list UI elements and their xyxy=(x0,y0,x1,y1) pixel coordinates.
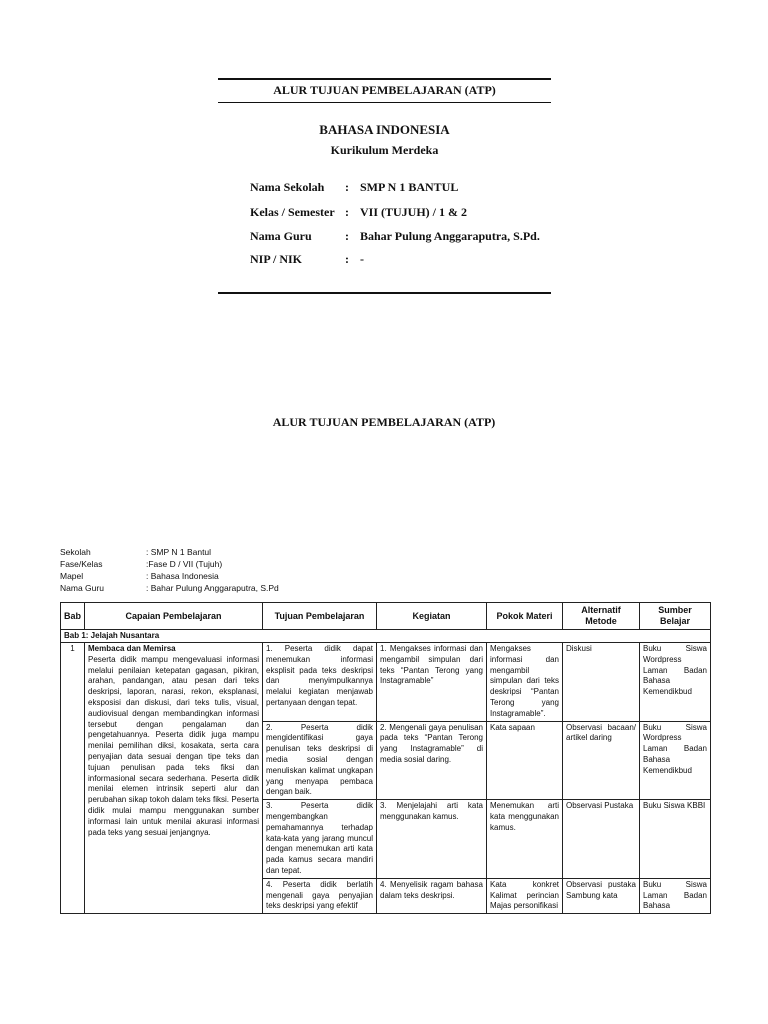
capaian-cell xyxy=(85,643,263,914)
tujuan-cell: 2. Peserta didik mengidentifikasi gaya penulisan teks deskripsi di media sosial dengan menuliskan kalimat ungkapan yang menyapa pembaca dengan baik. xyxy=(263,721,377,800)
header-metode: Alternatif Metode xyxy=(563,603,640,630)
meta-info xyxy=(60,546,279,594)
meta-value: :Fase D / VII (Tujuh) xyxy=(146,559,223,569)
info-row-teacher xyxy=(250,228,540,244)
tujuan-cell: 1. Peserta didik dapat menemukan informasi eksplisit pada teks deskripsi dan menyimpulkannya melalui kegiatan menjawab pertanyaan dengan tepat. xyxy=(263,643,377,722)
metode-cell: Observasi pustaka Sambung kata xyxy=(563,878,640,913)
info-value: VII (TUJUH) / 1 & 2 xyxy=(360,205,467,219)
sumber-cell: Buku Siswa Wordpress Laman Badan Bahasa Kemendikbud xyxy=(640,721,711,800)
section-title: ALUR TUJUAN PEMBELAJARAN (ATP) xyxy=(272,415,496,429)
meta-row-teacher xyxy=(60,582,279,594)
meta-label: Sekolah xyxy=(60,547,91,557)
tujuan-cell: 3. Peserta didik mengembangkan pemahamannya terhadap kata-kata yang jarang muncul dengan menemukan arti kata pada kamus secara mandiri dan tepat. xyxy=(263,800,377,879)
kegiatan-cell: 4. Menyelisik ragam bahasa dalam teks deskripsi. xyxy=(377,878,487,913)
meta-value: : Bahar Pulung Anggaraputra, S.Pd xyxy=(146,583,279,593)
meta-value: : Bahasa Indonesia xyxy=(146,571,219,581)
header-sumber: Sumber Belajar xyxy=(640,603,711,630)
info-label: Nama Guru xyxy=(250,229,312,243)
info-colon: : xyxy=(345,205,349,219)
atp-table xyxy=(60,602,711,914)
kegiatan-cell: 2. Mengenali gaya penulisan pada teks “Pantan Terong yang Instagramable” di media sosial daring. xyxy=(377,721,487,800)
info-row-school xyxy=(250,179,458,195)
kegiatan-cell: 1. Mengakses informasi dan mengambil simpulan dari teks “Pantan Terong yang Instagramable” xyxy=(377,643,487,722)
bab-label: Bab 1: Jelajah Nusantara xyxy=(61,630,711,643)
header-tujuan: Tujuan Pembelajaran xyxy=(263,603,377,630)
title-underline xyxy=(218,102,551,103)
meta-row-school xyxy=(60,546,279,558)
info-label: Kelas / Semester xyxy=(250,205,335,219)
curriculum-heading: Kurikulum Merdeka xyxy=(330,143,439,157)
meta-row-subject xyxy=(60,570,279,582)
header-kegiatan: Kegiatan xyxy=(377,603,487,630)
meta-label: Nama Guru xyxy=(60,583,104,593)
materi-cell: Kata konkret Kalimat perincian Majas personifikasi xyxy=(487,878,563,913)
bottom-rule xyxy=(218,292,551,294)
sumber-cell: Buku Siswa Wordpress Laman Badan Bahasa Kemendikbud xyxy=(640,643,711,722)
capaian-text: Peserta didik mampu mengevaluasi informasi melalui penilaian ketepatan gagasan, pikiran, arahan, pandangan, atau pesan dari teks deskripsi, laporan, narasi, rekon, eksplanasi, eksposisi dan diskusi, dari teks tulis, visual, audiovisual dengan membandingkan informasi tersebut dengan pengalaman dan pengetahuannya. Peserta didik juga mampu menilai pemilihan diksi, kosakata, serta cara penyajian data sesuai dengan tipe teks dan tujuan penulisan pada teks fiksi dan informasional secara sederhana. Peserta didik menilai elemen intrinsik seperti alur dan perubahan sikap tokoh dalam teks fiksi. Peserta didik mulai mampu menggunakan sumber informasi lain untuk menilai akurasi informasi pada teks yang sesuai jenjangnya. xyxy=(88,654,259,837)
info-row-class xyxy=(250,204,467,220)
bab-number: 1 xyxy=(61,643,85,914)
meta-value: : SMP N 1 Bantul xyxy=(146,547,212,557)
metode-cell: Observasi bacaan/ artikel daring xyxy=(563,721,640,800)
cover-block xyxy=(218,78,551,294)
info-value: - xyxy=(360,252,364,266)
table-row xyxy=(61,643,711,722)
header-bab: Bab xyxy=(61,603,85,630)
info-value: Bahar Pulung Anggaraputra, S.Pd. xyxy=(360,229,540,243)
meta-label: Mapel xyxy=(60,571,84,581)
info-row-nip xyxy=(250,251,364,267)
bab-row xyxy=(61,630,711,643)
materi-cell: Kata sapaan xyxy=(487,721,563,800)
table-header-row xyxy=(61,603,711,630)
capaian-title: Membaca dan Memirsa xyxy=(88,644,176,653)
info-colon: : xyxy=(345,180,349,194)
sumber-cell: Buku Siswa Laman Badan Bahasa xyxy=(640,878,711,913)
meta-row-phase xyxy=(60,558,279,570)
metode-cell: Diskusi xyxy=(563,643,640,722)
materi-cell: Menemukan arti kata menggunakan kamus. xyxy=(487,800,563,879)
info-value: SMP N 1 BANTUL xyxy=(360,180,459,194)
header-capaian: Capaian Pembelajaran xyxy=(85,603,263,630)
sumber-cell: Buku Siswa KBBI xyxy=(640,800,711,879)
header-pokok-materi: Pokok Materi xyxy=(487,603,563,630)
info-colon: : xyxy=(345,252,349,266)
materi-cell: Mengakses informasi dan mengambil simpulan dari teks deskripsi “Pantan Terong yang Instagramable”. xyxy=(487,643,563,722)
kegiatan-cell: 3. Menjelajahi arti kata menggunakan kamus. xyxy=(377,800,487,879)
subject-heading: BAHASA INDONESIA xyxy=(319,122,450,137)
cover-title: ALUR TUJUAN PEMBELAJARAN (ATP) xyxy=(273,83,496,97)
info-label: Nama Sekolah xyxy=(250,180,325,194)
info-colon: : xyxy=(345,229,349,243)
meta-label: Fase/Kelas xyxy=(60,559,103,569)
top-rule xyxy=(218,78,551,80)
metode-cell: Observasi Pustaka xyxy=(563,800,640,879)
tujuan-cell: 4. Peserta didik berlatih mengenali gaya penyajian teks deskripsi yang efektif xyxy=(263,878,377,913)
info-label: NIP / NIK xyxy=(250,252,303,266)
